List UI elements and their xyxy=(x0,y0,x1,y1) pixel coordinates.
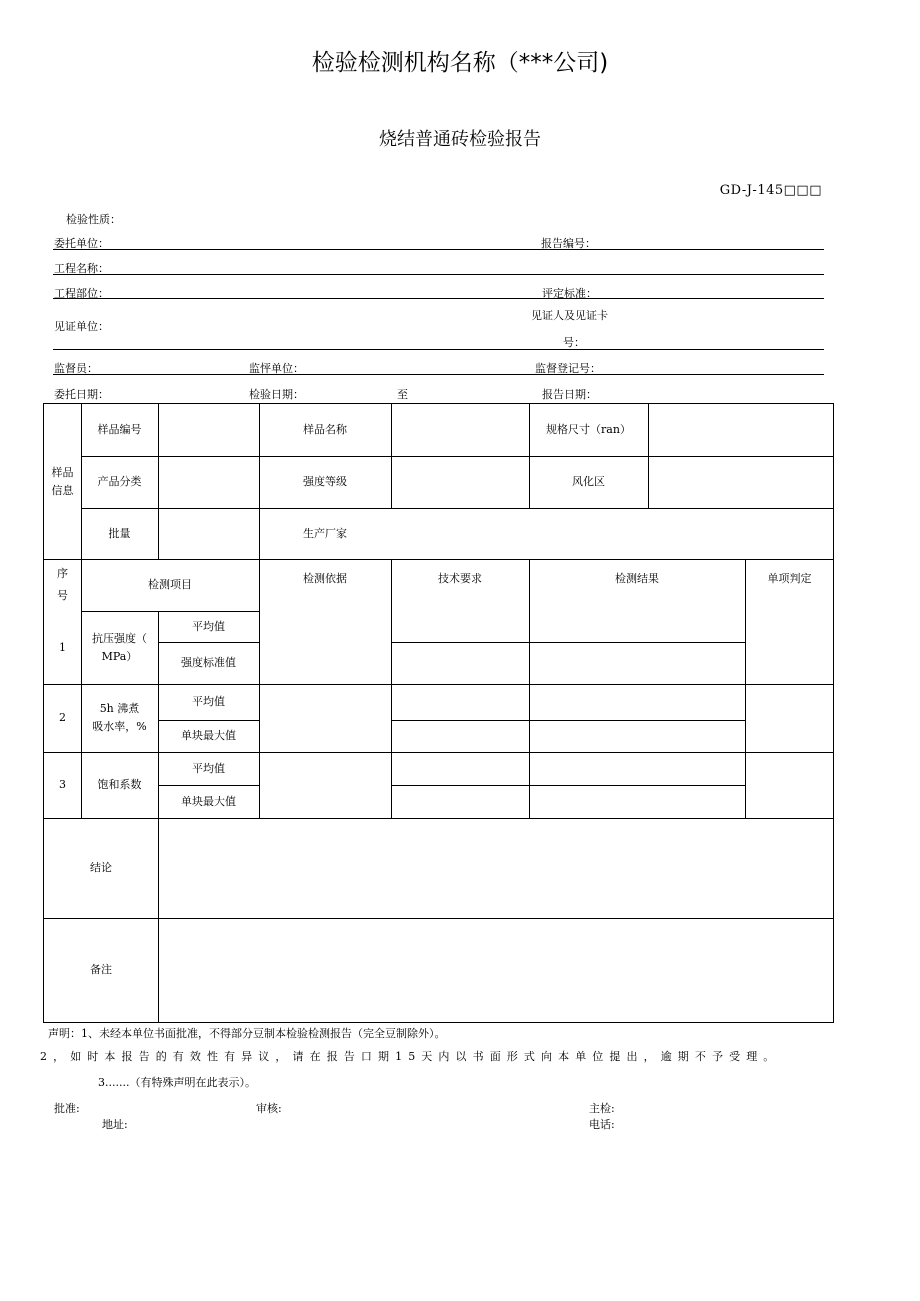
client-label: 委托单位： xyxy=(54,237,109,250)
spec-size-value[interactable] xyxy=(648,404,834,456)
witness-person-label-2: 号： xyxy=(563,336,585,349)
sample-no-label: 样品编号 xyxy=(97,423,142,436)
conclusion-value[interactable] xyxy=(158,818,834,918)
review-label: 审核: xyxy=(256,1102,282,1115)
sample-name-label: 样品名称 xyxy=(303,423,347,436)
grid-line xyxy=(529,559,530,818)
result-header: 检测结果 xyxy=(615,572,659,585)
row-1-sub-1: 平均值 xyxy=(192,619,225,633)
conclusion-label: 结论 xyxy=(90,861,112,874)
row-2-no: 2 xyxy=(59,711,66,724)
chief-inspector-label: 主检: xyxy=(589,1102,615,1115)
inspection-date-label: 检验日期： xyxy=(249,388,304,401)
batch-label: 批量 xyxy=(108,526,131,540)
client-underline xyxy=(53,249,824,250)
row-3-sub-2: 单块最大值 xyxy=(181,794,236,808)
product-class-value[interactable] xyxy=(158,456,259,508)
row-1-item: 抗压强度（ MPa） xyxy=(92,631,147,663)
report-title: 烧结普通砖检验报告 xyxy=(379,129,541,150)
requirement-header: 技术要求 xyxy=(438,572,482,585)
evaluation-standard-label: 评定标准： xyxy=(542,287,597,300)
batch-value[interactable] xyxy=(158,508,259,559)
form-code: GD-J-145□□□ xyxy=(719,183,822,198)
statement-2: 2，如时本报告的有效性有异议，请在报告口期15天内以书面形式向本单位提出，逾期不予受理。 xyxy=(40,1050,781,1063)
witness-person-label-1: 见证人及见证卡 xyxy=(531,309,608,322)
seq-header: 序 号 xyxy=(57,567,68,602)
row-2-sub-1: 平均值 xyxy=(192,695,225,708)
project-name-underline xyxy=(53,274,824,275)
grid-line xyxy=(391,559,392,818)
sample-name-value[interactable] xyxy=(391,404,529,456)
phone-label: 电话: xyxy=(589,1118,615,1131)
row-3-sub-1: 平均值 xyxy=(192,761,225,775)
judgement-header: 单项判定 xyxy=(767,572,812,585)
witness-unit-label: 见证单位： xyxy=(54,320,109,333)
address-label: 地址: xyxy=(102,1118,128,1131)
project-part-label: 工程部位： xyxy=(54,287,109,300)
weathering-zone-value[interactable] xyxy=(648,456,834,508)
witness-underline xyxy=(53,349,824,350)
grid-line xyxy=(391,642,745,643)
report-no-label: 报告编号： xyxy=(541,237,596,250)
weathering-zone-label: 风化区 xyxy=(572,475,605,488)
report-date-label: 报告日期： xyxy=(542,388,597,401)
row-1-no: 1 xyxy=(59,640,66,654)
strength-grade-value[interactable] xyxy=(391,456,529,508)
row-3-item: 饱和系数 xyxy=(97,778,142,791)
row-2-item: 5h 沸煮 吸水率，% xyxy=(92,702,147,733)
grid-line xyxy=(391,720,745,721)
report-table xyxy=(43,403,834,1023)
supervision-unit-label: 监怦单位： xyxy=(249,362,304,375)
statement-3: 3.......（有特殊声明在此表示）。 xyxy=(98,1076,256,1089)
statement-1: 声明：1、未经本单位书面批准，不得部分豆制本检验检测报告（完全豆制除外）。 xyxy=(48,1027,446,1040)
row-3-no: 3 xyxy=(59,778,66,791)
sample-no-value[interactable] xyxy=(158,404,259,456)
test-basis-header: 检测依据 xyxy=(303,572,347,585)
commission-date-label: 委托日期： xyxy=(54,388,109,401)
grid-line xyxy=(391,785,745,786)
spec-size-label: 规格尺寸（ran） xyxy=(546,423,631,436)
strength-grade-label: 强度等级 xyxy=(303,475,347,488)
organization-name: 检验检测机构名称（***公司) xyxy=(311,50,609,76)
manufacturer-label: 生产厂家 xyxy=(303,526,347,540)
project-part-underline xyxy=(53,298,824,299)
supervision-reg-no-label: 监督登记号： xyxy=(535,362,601,375)
row-2-sub-2: 单块最大值 xyxy=(181,729,236,742)
project-name-label: 工程名称： xyxy=(54,262,109,275)
product-class-label: 产品分类 xyxy=(97,475,142,488)
approve-label: 批准: xyxy=(54,1102,80,1115)
sample-info-section-label: 样品 信息 xyxy=(51,465,74,497)
date-to-label: 至 xyxy=(397,388,408,401)
supervisor-underline xyxy=(53,374,824,375)
inspection-nature-label: 检验性质： xyxy=(66,213,121,226)
supervisor-label: 监督员： xyxy=(54,362,98,375)
remarks-value[interactable] xyxy=(158,918,834,1022)
manufacturer-value[interactable] xyxy=(391,508,834,559)
test-item-header: 检测项目 xyxy=(148,578,192,591)
row-1-sub-2: 强度标准值 xyxy=(181,656,236,669)
grid-line xyxy=(745,559,746,818)
remarks-label: 备注 xyxy=(90,963,112,976)
